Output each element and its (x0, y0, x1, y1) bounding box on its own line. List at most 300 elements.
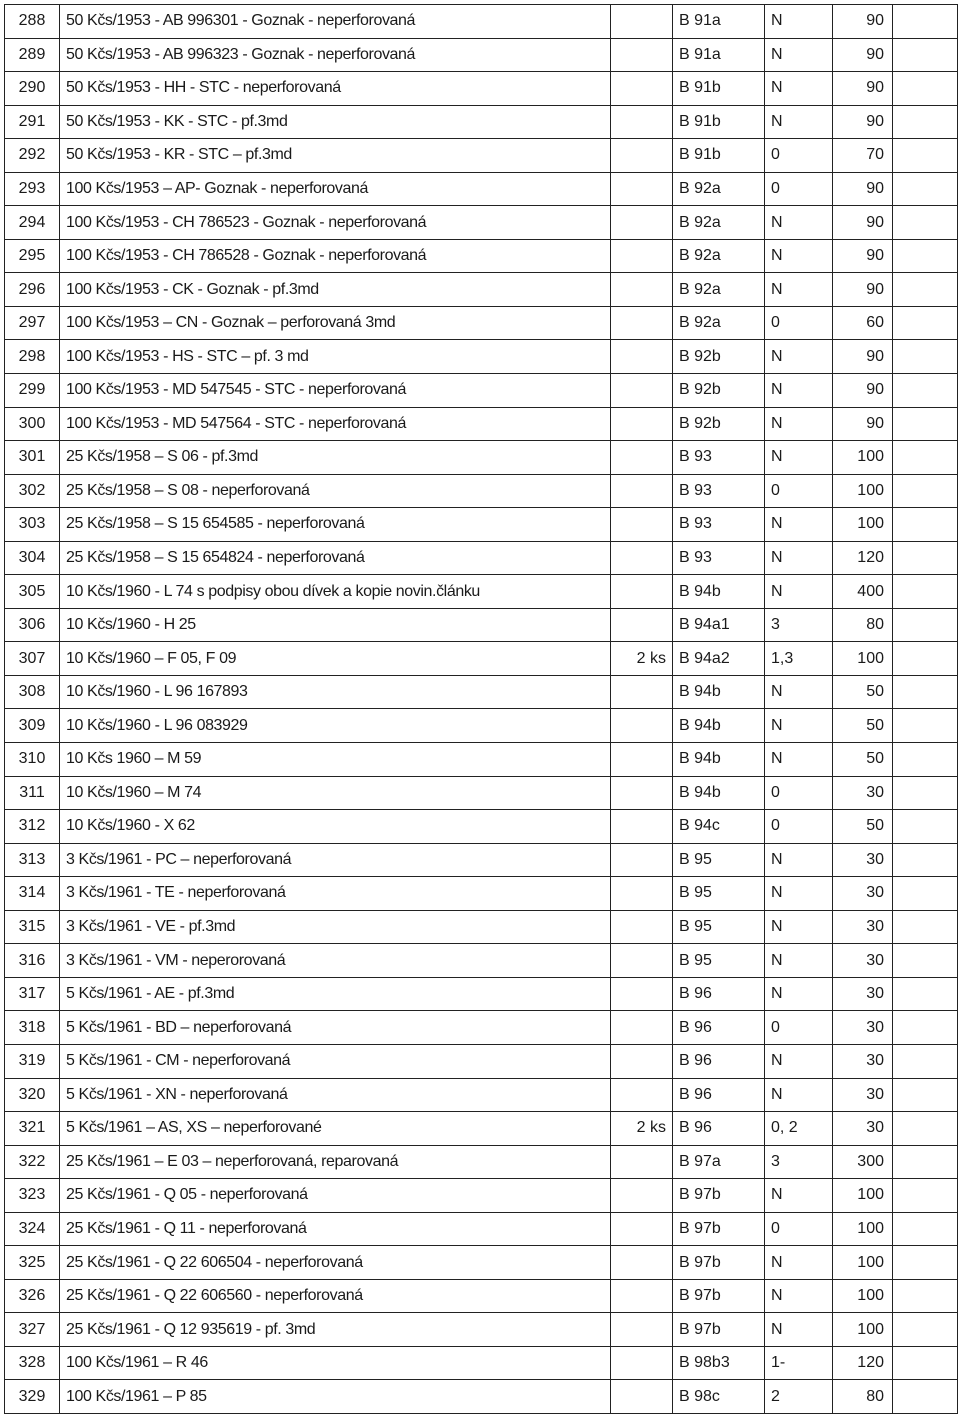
table-row (5, 139, 958, 173)
item-description: 100 Kčs/1961 – R 46 (60, 1346, 611, 1380)
lot-number: 329 (5, 1380, 60, 1414)
table-row (5, 72, 958, 106)
table-row (5, 105, 958, 139)
table-row (5, 374, 958, 408)
lot-number: 312 (5, 810, 60, 844)
table-row (5, 1212, 958, 1246)
table-row (5, 5, 958, 39)
lot-number: 311 (5, 776, 60, 810)
condition-grade: N (765, 1078, 833, 1112)
item-description: 10 Kčs/1960 – F 05, F 09 (60, 642, 611, 676)
condition-grade: N (765, 374, 833, 408)
empty-cell (893, 843, 958, 877)
lot-number: 315 (5, 910, 60, 944)
empty-cell (893, 910, 958, 944)
piece-count (611, 709, 673, 743)
condition-grade: N (765, 843, 833, 877)
condition-grade: N (765, 38, 833, 72)
catalog-number: B 98c (673, 1380, 765, 1414)
condition-grade: N (765, 206, 833, 240)
price: 90 (833, 38, 893, 72)
condition-grade: N (765, 5, 833, 39)
lot-number: 288 (5, 5, 60, 39)
table-row (5, 944, 958, 978)
item-description: 5 Kčs/1961 - XN - neperforovaná (60, 1078, 611, 1112)
table-row (5, 407, 958, 441)
catalog-number: B 93 (673, 441, 765, 475)
item-description: 25 Kčs/1961 – E 03 – neperforovaná, reparovaná (60, 1145, 611, 1179)
price: 70 (833, 139, 893, 173)
piece-count (611, 1246, 673, 1280)
empty-cell (893, 1279, 958, 1313)
lot-number: 326 (5, 1279, 60, 1313)
empty-cell (893, 1212, 958, 1246)
condition-grade: 0 (765, 1011, 833, 1045)
table-row (5, 810, 958, 844)
catalog-number: B 94b (673, 675, 765, 709)
item-description: 25 Kčs/1958 – S 15 654585 - neperforovaná (60, 508, 611, 542)
piece-count (611, 1313, 673, 1347)
price: 30 (833, 877, 893, 911)
lot-number: 307 (5, 642, 60, 676)
catalog-number: B 91b (673, 139, 765, 173)
item-description: 100 Kčs/1961 – P 85 (60, 1380, 611, 1414)
catalog-number: B 95 (673, 877, 765, 911)
empty-cell (893, 508, 958, 542)
item-description: 25 Kčs/1961 - Q 12 935619 - pf. 3md (60, 1313, 611, 1347)
price: 90 (833, 206, 893, 240)
lot-number: 302 (5, 474, 60, 508)
catalog-number: B 97b (673, 1179, 765, 1213)
table-row (5, 910, 958, 944)
empty-cell (893, 1078, 958, 1112)
lot-number: 313 (5, 843, 60, 877)
piece-count (611, 1380, 673, 1414)
empty-cell (893, 1380, 958, 1414)
table-row (5, 474, 958, 508)
empty-cell (893, 5, 958, 39)
catalog-number: B 94a2 (673, 642, 765, 676)
catalog-number: B 94b (673, 709, 765, 743)
table-row (5, 239, 958, 273)
piece-count (611, 743, 673, 777)
table-row (5, 1011, 958, 1045)
item-description: 100 Kčs/1953 - CH 786523 - Goznak - neperforovaná (60, 206, 611, 240)
table-row (5, 877, 958, 911)
condition-grade: N (765, 239, 833, 273)
empty-cell (893, 441, 958, 475)
catalog-number: B 91a (673, 38, 765, 72)
item-description: 100 Kčs/1953 - HS - STC – pf. 3 md (60, 340, 611, 374)
lot-number: 290 (5, 72, 60, 106)
catalog-number: B 94b (673, 575, 765, 609)
empty-cell (893, 1145, 958, 1179)
lot-number: 298 (5, 340, 60, 374)
price: 90 (833, 172, 893, 206)
piece-count (611, 1346, 673, 1380)
condition-grade: N (765, 1246, 833, 1280)
empty-cell (893, 743, 958, 777)
catalog-number: B 96 (673, 977, 765, 1011)
condition-grade: 0 (765, 306, 833, 340)
catalog-number: B 95 (673, 944, 765, 978)
piece-count (611, 38, 673, 72)
price: 100 (833, 1246, 893, 1280)
catalog-number: B 96 (673, 1112, 765, 1146)
price: 100 (833, 1279, 893, 1313)
catalog-number: B 94b (673, 743, 765, 777)
lot-number: 324 (5, 1212, 60, 1246)
empty-cell (893, 1313, 958, 1347)
table-row (5, 1380, 958, 1414)
catalog-number: B 96 (673, 1044, 765, 1078)
condition-grade: 1,3 (765, 642, 833, 676)
piece-count (611, 206, 673, 240)
table-row (5, 306, 958, 340)
table-row (5, 541, 958, 575)
piece-count (611, 508, 673, 542)
empty-cell (893, 239, 958, 273)
price: 100 (833, 508, 893, 542)
catalog-number: B 93 (673, 508, 765, 542)
item-description: 100 Kčs/1953 - MD 547545 - STC - neperforovaná (60, 374, 611, 408)
item-description: 10 Kčs/1960 - L 96 167893 (60, 675, 611, 709)
price: 100 (833, 1313, 893, 1347)
item-description: 10 Kčs/1960 – M 74 (60, 776, 611, 810)
table-row (5, 1044, 958, 1078)
lot-number: 322 (5, 1145, 60, 1179)
empty-cell (893, 675, 958, 709)
item-description: 5 Kčs/1961 - AE - pf.3md (60, 977, 611, 1011)
item-description: 50 Kčs/1953 - AB 996323 - Goznak - neperforovaná (60, 38, 611, 72)
condition-grade: 0 (765, 139, 833, 173)
price: 90 (833, 72, 893, 106)
piece-count (611, 608, 673, 642)
lot-number: 323 (5, 1179, 60, 1213)
catalog-body (5, 5, 958, 1414)
table-row (5, 1179, 958, 1213)
catalog-number: B 98b3 (673, 1346, 765, 1380)
catalog-number: B 91a (673, 5, 765, 39)
piece-count (611, 977, 673, 1011)
item-description: 25 Kčs/1961 - Q 05 - neperforovaná (60, 1179, 611, 1213)
lot-number: 309 (5, 709, 60, 743)
table-row (5, 206, 958, 240)
empty-cell (893, 374, 958, 408)
item-description: 100 Kčs/1953 - CH 786528 - Goznak - neperforovaná (60, 239, 611, 273)
table-row (5, 1279, 958, 1313)
piece-count (611, 1179, 673, 1213)
table-row (5, 608, 958, 642)
condition-grade: N (765, 407, 833, 441)
item-description: 25 Kčs/1961 - Q 22 606560 - neperforovaná (60, 1279, 611, 1313)
empty-cell (893, 1179, 958, 1213)
condition-grade: 0 (765, 810, 833, 844)
piece-count (611, 239, 673, 273)
piece-count: 2 ks (611, 1112, 673, 1146)
lot-number: 325 (5, 1246, 60, 1280)
banknote-catalog-table (4, 4, 958, 1414)
lot-number: 304 (5, 541, 60, 575)
catalog-number: B 92a (673, 306, 765, 340)
piece-count (611, 1212, 673, 1246)
condition-grade: N (765, 508, 833, 542)
item-description: 10 Kčs/1960 - X 62 (60, 810, 611, 844)
item-description: 25 Kčs/1961 - Q 22 606504 - neperforovaná (60, 1246, 611, 1280)
lot-number: 314 (5, 877, 60, 911)
piece-count (611, 72, 673, 106)
price: 30 (833, 1044, 893, 1078)
price: 30 (833, 1112, 893, 1146)
price: 30 (833, 1011, 893, 1045)
item-description: 3 Kčs/1961 - VM - neperorovaná (60, 944, 611, 978)
piece-count (611, 1078, 673, 1112)
empty-cell (893, 1346, 958, 1380)
piece-count (611, 139, 673, 173)
condition-grade: 0, 2 (765, 1112, 833, 1146)
empty-cell (893, 340, 958, 374)
catalog-number: B 91b (673, 105, 765, 139)
item-description: 10 Kčs 1960 – M 59 (60, 743, 611, 777)
empty-cell (893, 575, 958, 609)
item-description: 50 Kčs/1953 - HH - STC - neperforovaná (60, 72, 611, 106)
condition-grade: N (765, 1313, 833, 1347)
condition-grade: N (765, 72, 833, 106)
empty-cell (893, 38, 958, 72)
catalog-number: B 97a (673, 1145, 765, 1179)
catalog-number: B 97b (673, 1279, 765, 1313)
price: 100 (833, 474, 893, 508)
empty-cell (893, 977, 958, 1011)
piece-count (611, 843, 673, 877)
piece-count (611, 306, 673, 340)
empty-cell (893, 1112, 958, 1146)
lot-number: 296 (5, 273, 60, 307)
item-description: 50 Kčs/1953 - KK - STC - pf.3md (60, 105, 611, 139)
item-description: 3 Kčs/1961 - PC – neperforovaná (60, 843, 611, 877)
lot-number: 300 (5, 407, 60, 441)
piece-count (611, 541, 673, 575)
price: 100 (833, 441, 893, 475)
catalog-number: B 96 (673, 1078, 765, 1112)
price: 100 (833, 642, 893, 676)
piece-count (611, 5, 673, 39)
lot-number: 319 (5, 1044, 60, 1078)
piece-count (611, 273, 673, 307)
piece-count (611, 1011, 673, 1045)
catalog-number: B 92a (673, 239, 765, 273)
price: 80 (833, 1380, 893, 1414)
price: 120 (833, 1346, 893, 1380)
catalog-number: B 92b (673, 340, 765, 374)
item-description: 5 Kčs/1961 - CM - neperforovaná (60, 1044, 611, 1078)
condition-grade: 3 (765, 1145, 833, 1179)
item-description: 25 Kčs/1958 – S 06 - pf.3md (60, 441, 611, 475)
piece-count: 2 ks (611, 642, 673, 676)
item-description: 100 Kčs/1953 – CN - Goznak – perforovaná 3md (60, 306, 611, 340)
price: 90 (833, 105, 893, 139)
table-row (5, 575, 958, 609)
empty-cell (893, 105, 958, 139)
lot-number: 305 (5, 575, 60, 609)
condition-grade: N (765, 1279, 833, 1313)
table-row (5, 1346, 958, 1380)
price: 50 (833, 810, 893, 844)
price: 90 (833, 5, 893, 39)
item-description: 100 Kčs/1953 - MD 547564 - STC - neperforovaná (60, 407, 611, 441)
table-row (5, 1145, 958, 1179)
table-row (5, 709, 958, 743)
lot-number: 289 (5, 38, 60, 72)
lot-number: 310 (5, 743, 60, 777)
condition-grade: 0 (765, 776, 833, 810)
table-row (5, 38, 958, 72)
price: 30 (833, 944, 893, 978)
lot-number: 306 (5, 608, 60, 642)
price: 80 (833, 608, 893, 642)
price: 90 (833, 340, 893, 374)
catalog-number: B 97b (673, 1212, 765, 1246)
condition-grade: N (765, 675, 833, 709)
price: 30 (833, 776, 893, 810)
table-row (5, 1313, 958, 1347)
piece-count (611, 877, 673, 911)
piece-count (611, 810, 673, 844)
table-row (5, 340, 958, 374)
empty-cell (893, 1044, 958, 1078)
empty-cell (893, 172, 958, 206)
piece-count (611, 675, 673, 709)
condition-grade: N (765, 1044, 833, 1078)
lot-number: 317 (5, 977, 60, 1011)
catalog-number: B 96 (673, 1011, 765, 1045)
condition-grade: N (765, 743, 833, 777)
lot-number: 297 (5, 306, 60, 340)
piece-count (611, 374, 673, 408)
item-description: 10 Kčs/1960 - L 74 s podpisy obou dívek a kopie novin.článku (60, 575, 611, 609)
lot-number: 327 (5, 1313, 60, 1347)
empty-cell (893, 944, 958, 978)
catalog-number: B 92b (673, 374, 765, 408)
item-description: 100 Kčs/1953 - CK - Goznak - pf.3md (60, 273, 611, 307)
price: 90 (833, 407, 893, 441)
piece-count (611, 944, 673, 978)
piece-count (611, 407, 673, 441)
lot-number: 320 (5, 1078, 60, 1112)
lot-number: 301 (5, 441, 60, 475)
condition-grade: 2 (765, 1380, 833, 1414)
price: 50 (833, 709, 893, 743)
table-row (5, 441, 958, 475)
lot-number: 299 (5, 374, 60, 408)
table-row (5, 675, 958, 709)
catalog-number: B 97b (673, 1246, 765, 1280)
catalog-number: B 95 (673, 910, 765, 944)
piece-count (611, 776, 673, 810)
condition-grade: 1- (765, 1346, 833, 1380)
table-row (5, 843, 958, 877)
lot-number: 292 (5, 139, 60, 173)
lot-number: 291 (5, 105, 60, 139)
price: 400 (833, 575, 893, 609)
item-description: 25 Kčs/1961 - Q 11 - neperforovaná (60, 1212, 611, 1246)
empty-cell (893, 273, 958, 307)
item-description: 3 Kčs/1961 - TE - neperforovaná (60, 877, 611, 911)
price: 50 (833, 675, 893, 709)
price: 30 (833, 910, 893, 944)
price: 30 (833, 843, 893, 877)
item-description: 100 Kčs/1953 – AP- Goznak - neperforovaná (60, 172, 611, 206)
item-description: 25 Kčs/1958 – S 08 - neperforovaná (60, 474, 611, 508)
price: 90 (833, 374, 893, 408)
piece-count (611, 575, 673, 609)
condition-grade: N (765, 977, 833, 1011)
item-description: 25 Kčs/1958 – S 15 654824 - neperforovaná (60, 541, 611, 575)
catalog-number: B 97b (673, 1313, 765, 1347)
catalog-number: B 94a1 (673, 608, 765, 642)
empty-cell (893, 474, 958, 508)
piece-count (611, 1145, 673, 1179)
table-row (5, 1246, 958, 1280)
table-row (5, 273, 958, 307)
item-description: 50 Kčs/1953 - AB 996301 - Goznak - neperforovaná (60, 5, 611, 39)
price: 30 (833, 977, 893, 1011)
catalog-number: B 93 (673, 541, 765, 575)
empty-cell (893, 206, 958, 240)
catalog-number: B 92b (673, 407, 765, 441)
empty-cell (893, 709, 958, 743)
condition-grade: N (765, 1179, 833, 1213)
empty-cell (893, 139, 958, 173)
empty-cell (893, 1246, 958, 1280)
table-row (5, 172, 958, 206)
condition-grade: N (765, 709, 833, 743)
condition-grade: 3 (765, 608, 833, 642)
catalog-number: B 92a (673, 172, 765, 206)
price: 100 (833, 1179, 893, 1213)
catalog-number: B 92a (673, 273, 765, 307)
price: 50 (833, 743, 893, 777)
item-description: 5 Kčs/1961 – AS, XS – neperforované (60, 1112, 611, 1146)
piece-count (611, 105, 673, 139)
condition-grade: N (765, 340, 833, 374)
empty-cell (893, 306, 958, 340)
empty-cell (893, 1011, 958, 1045)
lot-number: 294 (5, 206, 60, 240)
condition-grade: 0 (765, 474, 833, 508)
piece-count (611, 1044, 673, 1078)
item-description: 10 Kčs/1960 - H 25 (60, 608, 611, 642)
catalog-number: B 94b (673, 776, 765, 810)
table-row (5, 977, 958, 1011)
piece-count (611, 340, 673, 374)
catalog-number: B 94c (673, 810, 765, 844)
empty-cell (893, 642, 958, 676)
condition-grade: 0 (765, 1212, 833, 1246)
piece-count (611, 441, 673, 475)
item-description: 3 Kčs/1961 - VE - pf.3md (60, 910, 611, 944)
table-row (5, 743, 958, 777)
table-row (5, 508, 958, 542)
lot-number: 318 (5, 1011, 60, 1045)
price: 60 (833, 306, 893, 340)
catalog-number: B 92a (673, 206, 765, 240)
empty-cell (893, 407, 958, 441)
price: 100 (833, 1212, 893, 1246)
price: 90 (833, 239, 893, 273)
empty-cell (893, 72, 958, 106)
piece-count (611, 474, 673, 508)
